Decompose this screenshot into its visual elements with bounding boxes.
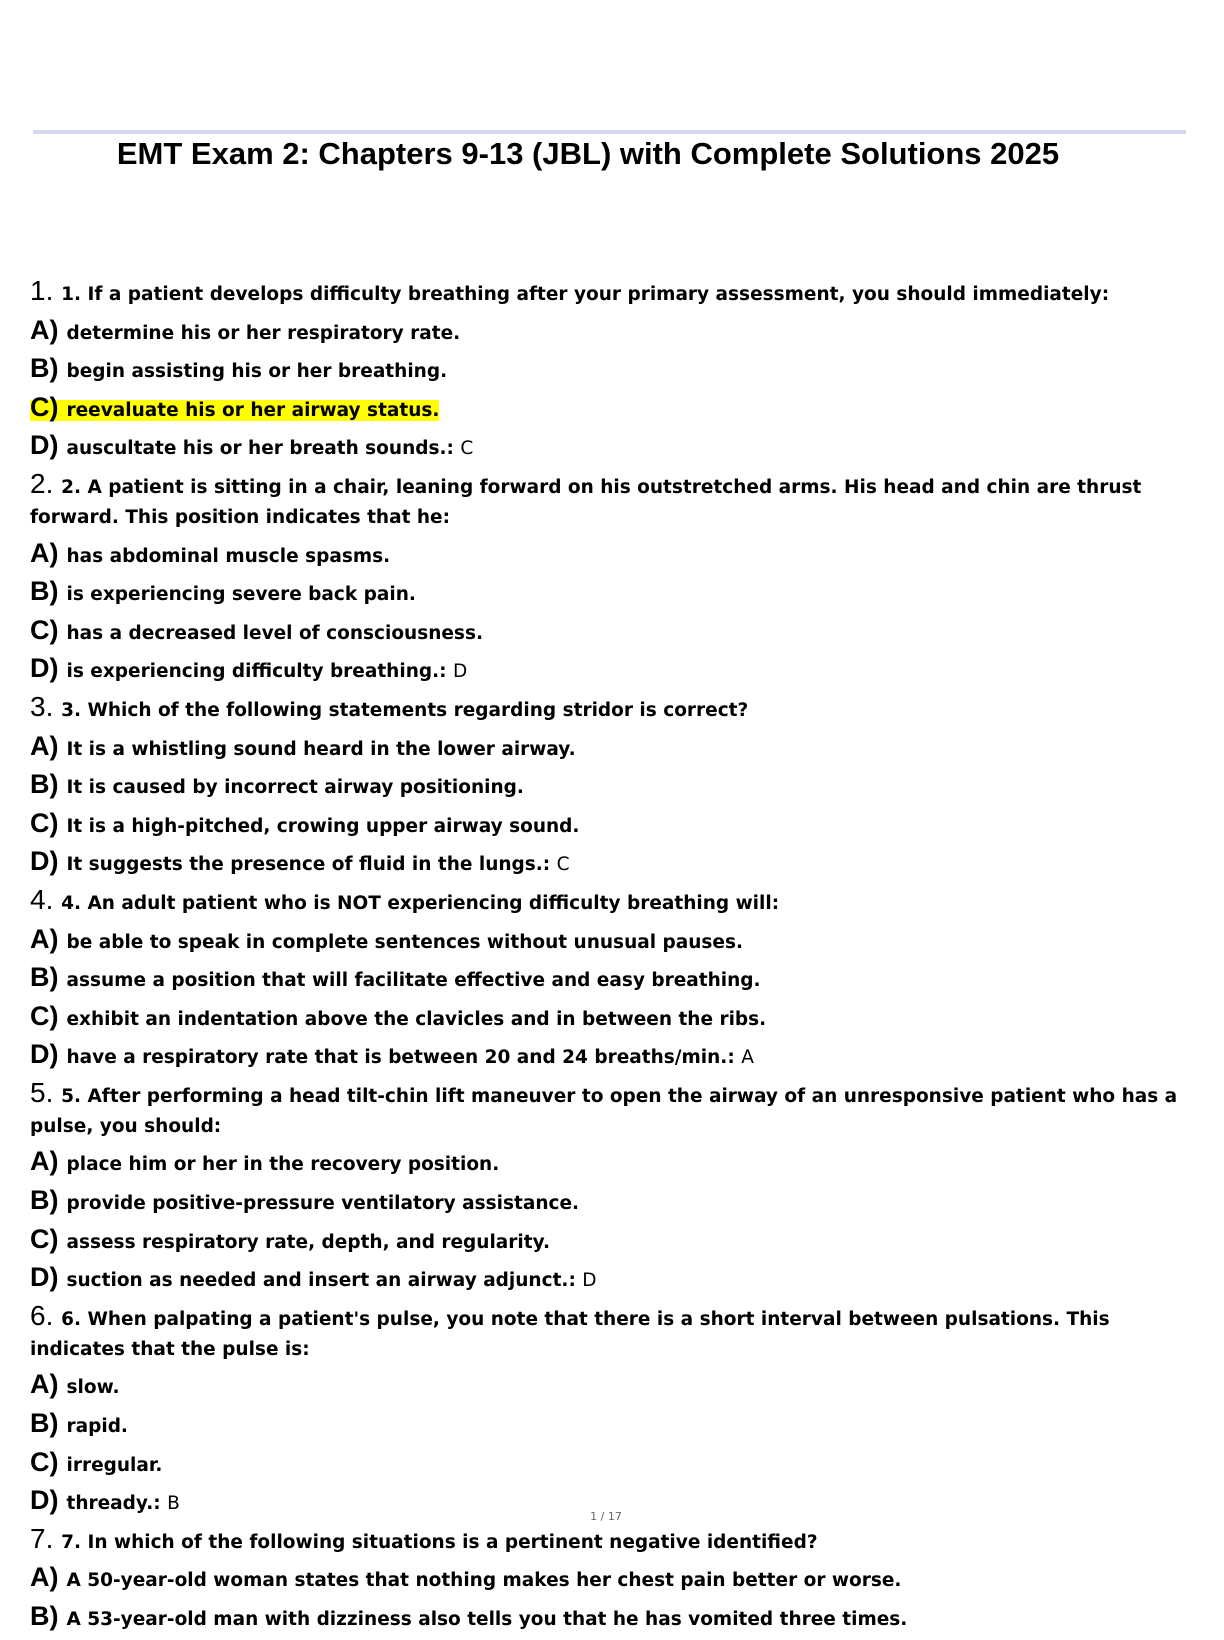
- option-b: B) provide positive-pressure ventilatory assistance.: [30, 1185, 580, 1216]
- question-number: 5: [30, 1076, 46, 1108]
- answer-key: C: [556, 854, 570, 876]
- option-c: C) assess respiratory rate, depth, and regularity.: [30, 1223, 550, 1254]
- question-text: 6. When palpating a patient's pulse, you note that there is a short interval between pulsations. This indicates that the pulse is:: [30, 1308, 1110, 1360]
- question-4: [30, 885, 1180, 1073]
- option-b: B) assume a position that will facilitate effective and easy breathing.: [30, 962, 761, 993]
- option-a: A) be able to speak in complete sentences without unusual pauses.: [30, 923, 743, 954]
- option-a: A) determine his or her respiratory rate.: [30, 314, 461, 345]
- option-a: A) A 50-year-old woman states that nothing makes her chest pain better or worse.: [30, 1562, 902, 1593]
- question-5: [30, 1078, 1180, 1296]
- option-a: A) slow.: [30, 1369, 120, 1400]
- question-1: [30, 276, 1180, 464]
- option-c: [30, 392, 1180, 426]
- document-title: EMT Exam 2: Chapters 9-13 (JBL) with Complete Solutions 2025: [116, 136, 1060, 171]
- option-d: D) auscultate his or her breath sounds.: C: [30, 430, 474, 461]
- option-b: B) It is caused by incorrect airway positioning.: [30, 769, 524, 800]
- question-stem: 7. 7. In which of the following situations is a pertinent negative identified?: [30, 1522, 818, 1554]
- question-text: 7. In which of the following situations is a pertinent negative identified?: [61, 1531, 818, 1553]
- question-stem: 2. 2. A patient is sitting in a chair, leaning forward on his outstretched arms. His head and chin are thrust forward. This position indicates that he:: [30, 467, 1142, 528]
- answer-key: B: [167, 1493, 180, 1515]
- answer-key: D: [582, 1270, 597, 1292]
- option-b: B) rapid.: [30, 1408, 128, 1439]
- option-b: B) is experiencing severe back pain.: [30, 576, 416, 607]
- question-text: 2. A patient is sitting in a chair, leaning forward on his outstretched arms. His head and chin are thrust forward. This position indicates that he:: [30, 476, 1142, 528]
- question-number: 4: [30, 883, 46, 915]
- question-stem: 1. 1. If a patient develops difficulty breathing after your primary assessment, you should immediately:: [30, 275, 1110, 306]
- option-d: D) have a respiratory rate that is between 20 and 24 breaths/min.: A: [30, 1039, 754, 1070]
- option-c: C) has a decreased level of consciousness.: [30, 614, 483, 645]
- answer-key: C: [460, 438, 474, 460]
- option-a: A) place him or her in the recovery position.: [30, 1146, 500, 1177]
- question-number: 7: [30, 1522, 46, 1554]
- question-text: 4. An adult patient who is NOT experiencing difficulty breathing will:: [61, 892, 780, 914]
- question-3: [30, 692, 1180, 880]
- option-c: C) irregular.: [30, 1446, 163, 1477]
- question-text: 1. If a patient develops difficulty breathing after your primary assessment, you should immediately:: [61, 284, 1110, 305]
- question-7: [30, 1524, 1180, 1635]
- question-stem: 3. 3. Which of the following statements regarding stridor is correct?: [30, 690, 749, 722]
- answer-key: D: [453, 661, 468, 683]
- option-d: D) thready.: B: [30, 1485, 180, 1516]
- question-text: 3. Which of the following statements regarding stridor is correct?: [61, 699, 749, 721]
- question-number: 6: [30, 1299, 46, 1331]
- page-number: 1 / 17: [590, 1510, 622, 1523]
- question-6: [30, 1301, 1180, 1519]
- option-b: B) A 53-year-old man with dizziness also tells you that he has vomited three times.: [30, 1601, 908, 1631]
- question-number: 1: [30, 275, 46, 306]
- question-text: 5. After performing a head tilt-chin lift maneuver to open the airway of an unresponsive patient who has a pulse, you should:: [30, 1085, 1178, 1137]
- question-stem: 6. 6. When palpating a patient's pulse, you note that there is a short interval between pulsations. This indicates that the pulse is:: [30, 1299, 1110, 1360]
- option-a: A) has abdominal muscle spasms.: [30, 537, 391, 568]
- option-c: C) It is a high-pitched, crowing upper airway sound.: [30, 807, 580, 838]
- option-d: D) is experiencing difficulty breathing.: D: [30, 653, 468, 684]
- option-b: B) begin assisting his or her breathing.: [30, 353, 448, 384]
- option-d: D) It suggests the presence of fluid in the lungs.: C: [30, 846, 570, 877]
- highlighted-answer: C) reevaluate his or her airway status.: [30, 391, 440, 422]
- option-a: A) It is a whistling sound heard in the lower airway.: [30, 730, 576, 761]
- option-d: D) suction as needed and insert an airway adjunct.: D: [30, 1262, 597, 1293]
- question-stem: 4. 4. An adult patient who is NOT experiencing difficulty breathing will:: [30, 883, 780, 915]
- question-stem: 5. 5. After performing a head tilt-chin lift maneuver to open the airway of an unresponsive patient who has a pulse, you should:: [30, 1076, 1178, 1137]
- question-number: 3: [30, 690, 46, 722]
- answer-key: A: [741, 1047, 754, 1069]
- header-rule: [33, 130, 1186, 134]
- question-list: [30, 276, 1180, 1640]
- question-number: 2: [30, 467, 46, 499]
- question-2: [30, 469, 1180, 687]
- option-c: C) exhibit an indentation above the clavicles and in between the ribs.: [30, 1000, 767, 1031]
